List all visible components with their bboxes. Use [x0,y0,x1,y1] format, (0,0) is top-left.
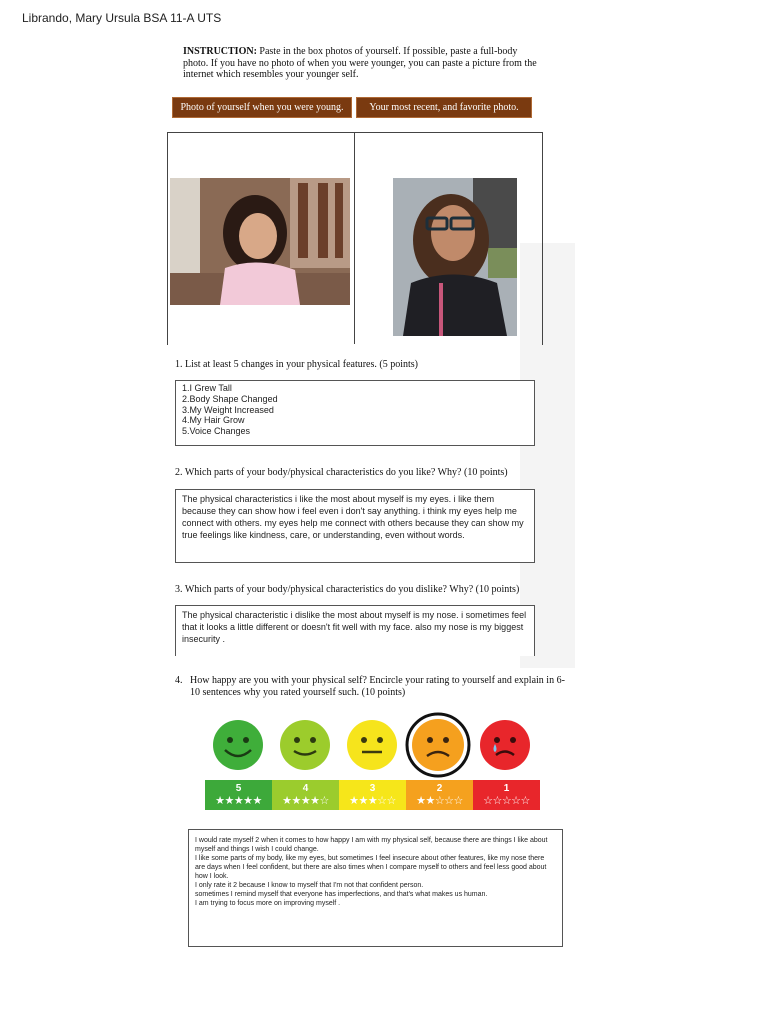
answer-1-item: 2.Body Shape Changed [182,393,278,404]
rating-stars: ★★★★☆ [282,795,329,807]
young-photo-label: Photo of yourself when you were young. [173,98,351,117]
answer-4-line: sometimes I remind myself that everyone has imperfections, and that's what makes us human. [195,891,488,898]
photo-divider [354,132,355,344]
neutral-face-icon [347,720,397,770]
answer-4-line: I like some parts of my body, like my eyes, but sometimes I feel insecure about other features, like my nose there are days when I feel confident, but there are also times when I compare myself to others and feel less good about how I look. [195,855,547,880]
instruction-text [183,46,545,81]
rating-number: 3 [369,783,376,794]
rating-stars: ★★★★★ [215,795,262,807]
rating-cell-5[interactable] [205,780,272,810]
instruction-body: Paste in the box photos of yourself. If possible, paste a full-body photo. If you have no photo of when you were younger, you can paste a picture from the internet which resembles your younger self. [183,46,537,80]
crying-face-icon [480,720,530,770]
rating-number: 2 [436,783,443,794]
rating-cell-3[interactable] [339,780,406,810]
rating-number: 5 [235,783,242,794]
answer-2-box: The physical characteristics i like the most about myself is my eyes. i like them because they can show how i feel even i don't say anything. i think my eyes help me connect with others. my eyes help me connect with others because they can show my true feelings like kindness, care, or understanding, even without words. [175,489,535,563]
question-4: How happy are you with your physical self? Encircle your rating to yourself and explain in 6-10 sentences why you rated yourself such. (10 points) [190,675,565,698]
question-1: 1. List at least 5 changes in your physical features. (5 points) [175,359,418,370]
answer-4-line: I only rate it 2 because I know to myself that I'm not that confident person. [195,882,424,889]
happy-face-icon [280,720,330,770]
very-happy-face-icon [213,720,263,770]
answer-4-line: I am trying to focus more on improving myself . [195,900,341,907]
answer-1-item: 3.My Weight Increased [182,404,274,415]
rating-stars: ☆☆☆☆☆ [483,795,530,807]
answer-1-item: 1.I Grew Tall [182,383,232,393]
rating-number: 4 [302,783,309,794]
rating-cell-1[interactable] [473,780,540,810]
question-4-number: 4. [175,675,183,686]
recent-photo-label: Your most recent, and favorite photo. [357,98,531,117]
question-3: 3. Which parts of your body/physical characteristics do you dislike? Why? (10 points) [175,584,520,595]
recent-photo-image [393,178,517,336]
answer-1-item: 5.Voice Changes [182,426,251,437]
answer-1-item: 4.My Hair Grow [182,415,245,426]
sad-face-icon [412,719,464,771]
rating-stars: ★★☆☆☆ [416,795,463,807]
young-photo [170,178,350,305]
young-photo-image [170,178,350,305]
answer-4-box [188,829,563,947]
rating-scale [205,780,540,810]
instruction-label: INSTRUCTION: [183,46,257,57]
answer-4-line: I would rate myself 2 when it comes to how happy I am with my physical self, because there are things I like about myself and things I wish I could change. [195,837,548,853]
answer-1-box [175,380,535,446]
rating-faces [205,712,545,780]
question-2: 2. Which parts of your body/physical characteristics do you like? Why? (10 points) [175,467,508,478]
rating-faces-svg [205,712,545,780]
answer-3-box: The physical characteristic i dislike the most about myself is my nose. i sometimes feel that it looks a little different or doesn't fit well with my face. also my nose is my biggest insecurity . [175,605,535,656]
document-header: Librando, Mary Ursula BSA 11-A UTS [22,11,222,25]
recent-photo [393,178,517,336]
rating-cell-4[interactable] [272,780,339,810]
rating-cell-2[interactable] [406,780,473,810]
rating-number: 1 [503,783,510,794]
rating-stars: ★★★☆☆ [349,795,396,807]
